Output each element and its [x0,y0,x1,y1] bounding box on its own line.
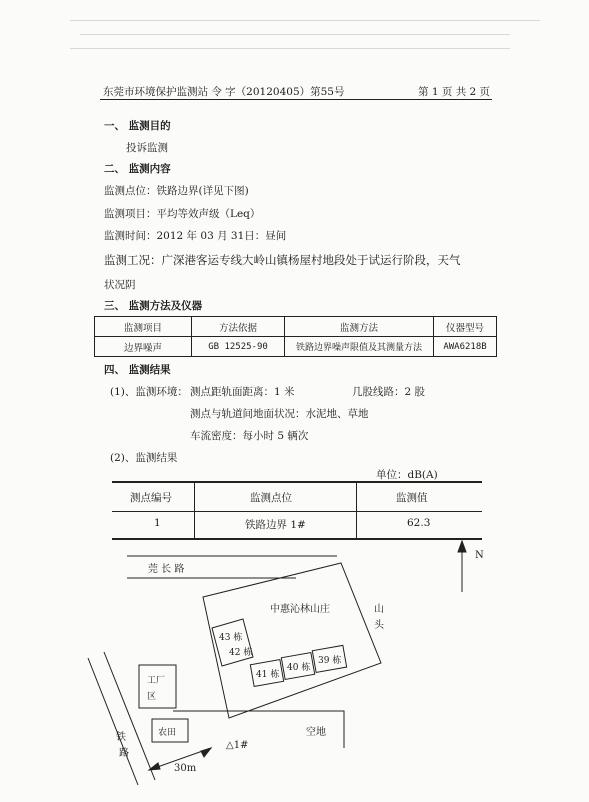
env-label: (1)、监测环境： [110,386,188,398]
monitor-condition-line2: 状况阴 [104,279,136,291]
distance-label: 30m [174,763,197,774]
measure-point-label: △1# [226,740,249,751]
building-39-label: 39 栋 [318,656,342,666]
section-1-title: 一、 监测目的 [104,120,171,132]
table-header-cell: 监测方法 [285,317,434,337]
section-1-body: 投诉监测 [126,142,168,154]
estate-label: 中惠沁林山庄 [270,604,330,615]
table-cell: AWA6218B [434,337,497,357]
north-arrow-head [458,541,466,552]
railway-label: 路 [119,748,129,759]
env-traffic: 车流密度：每小时 5 辆次 [190,430,309,442]
env-tracks: 几股线路：2 股 [352,386,426,398]
farmland-label: 农田 [158,728,177,738]
section-2-title: 二、 监测内容 [104,163,171,175]
factory-label: 区 [147,692,157,702]
env-ground: 测点与轨道间地面状况：水泥地、草地 [190,408,369,420]
result-label: (2)、监测结果 [110,452,178,464]
north-label: N [475,550,484,561]
result-header-cell: 监测点位 [250,492,292,504]
road-label: 莞 长 路 [148,564,185,575]
result-cell: 1 [154,517,161,529]
section-3-title: 三、 监测方法及仪器 [104,300,203,312]
monitor-point: 监测点位：铁路边界(详见下图) [104,185,249,197]
building-40-label: 40 栋 [287,663,311,673]
result-cell: 铁路边界 1# [245,519,306,531]
railway-line-right [104,652,155,780]
table-header-cell: 方法依据 [192,317,285,337]
section-4-title: 四、 监测结果 [104,364,171,376]
table-cell: 边界噪声 [95,337,192,357]
monitor-condition-line1: 监测工况：广深港客运专线大岭山镇杨屋村地段处于试运行阶段，天气 [104,253,461,267]
header-left: 东莞市环境保护监测站 令 字（20120405）第55号 [103,86,345,98]
table-cell: GB 12525-90 [192,337,285,357]
hill-label: 头 [374,620,384,631]
hill-label: 山 [374,604,384,615]
distance-arrow-right [201,748,211,757]
unit-label: 单位：dB(A) [376,469,438,481]
open-space-label: 空地 [306,727,326,738]
result-cell: 62.3 [407,517,431,529]
building-42-label: 42 栋 [229,648,253,658]
header-right: 第 1 页 共 2 页 [418,86,491,98]
railway-label: 铁 [116,732,126,743]
building-43-label: 43 栋 [219,633,243,643]
table-header-cell: 监测项目 [95,317,192,337]
factory-label: 工厂 [147,676,166,686]
table-cell: 铁路边界噪声限值及其测量方法 [285,337,434,357]
table-header-cell: 仪器型号 [434,317,497,337]
result-header-cell: 测点编号 [130,492,172,504]
distance-arrow-left [149,763,160,770]
result-header-cell: 监测值 [396,492,428,504]
monitor-time: 监测时间：2012 年 03 月 31日：昼间 [104,230,287,242]
railway-line-left [88,658,138,785]
factory-area [139,665,176,708]
env-distance: 测点距轨面距离：1 米 [190,386,295,398]
monitor-item: 监测项目：平均等效声级（Leq） [104,208,261,220]
building-41-label: 41 栋 [256,670,280,680]
